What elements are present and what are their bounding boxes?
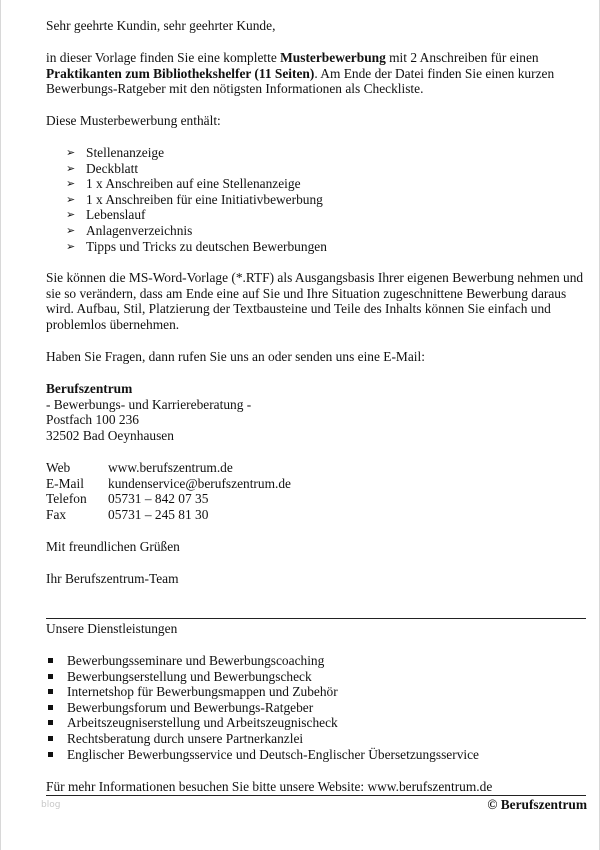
contact-value: 05731 – 842 07 35 [108,491,209,507]
company-tagline: - Bewerbungs- und Karriereberatung - [46,396,252,412]
arrow-bullet-icon: ➢ [66,208,76,222]
services-list-item: Arbeitszeugniserstellung und Arbeitszeugnischeck [46,715,591,731]
signature: Ihr Berufszentrum-Team [46,571,179,586]
footer-brand: © Berufszentrum [487,797,587,812]
services-list [46,653,591,762]
arrow-bullet-icon: ➢ [66,177,76,191]
contact-label: Telefon [46,491,87,507]
services-list-item: Englischer Bewerbungsservice und Deutsch-Englischer Übersetzungsservice [46,747,591,763]
square-bullet-icon [48,705,53,710]
usage-paragraph: Sie können die MS-Word-Vorlage (*.RTF) als Ausgangsbasis Ihrer eigenen Bewerbung nehmen und sie so verändern, dass am Ende eine auf Sie und Ihre Situation zugeschnittene Bewerbung daraus wird. Aufbau, Stil, Platzierung der Textbausteine und Teile des Inhalts können Sie einfach und problemlos übernehmen. [46,270,584,332]
intro-text-3: . Am Ende der Datei finden Sie einen kurzen Bewerbungs-Ratgeber mit den nötigsten Informationen als Checkliste. [46,65,555,97]
questions-line: Haben Sie Fragen, dann rufen Sie uns an oder senden uns eine E-Mail: [46,349,425,364]
services-list-item: Internetshop für Bewerbungsmappen und Zubehör [46,684,591,700]
contents-list-item: ➢ 1 x Anschreiben auf eine Stellenanzeige [66,176,301,192]
contents-heading: Diese Musterbewerbung enthält: [46,113,221,128]
contact-table [46,460,591,522]
company-name: Berufszentrum [46,381,133,396]
address-block [46,381,591,443]
divider-line [46,618,586,619]
square-bullet-icon [48,736,53,741]
contents-list [46,145,591,254]
intro-text-2: mit 2 Anschreiben für einen [385,50,539,65]
contents-list-item: ➢ Deckblatt [66,160,139,176]
contact-label: Web [46,460,71,475]
square-bullet-icon [48,658,53,663]
arrow-bullet-icon: ➢ [66,239,76,253]
city: 32502 Bad Oeynhausen [46,427,174,443]
arrow-bullet-icon: ➢ [66,161,76,175]
arrow-bullet-icon: ➢ [66,223,76,237]
contact-value: www.berufszentrum.de [108,460,233,475]
services-list-item: Rechtsberatung durch unsere Partnerkanzlei [46,731,591,747]
more-info: Für mehr Informationen besuchen Sie bitte unsere Website: www.berufszentrum.de [46,779,493,794]
square-bullet-icon [48,752,53,757]
contact-value: 05731 – 245 81 30 [108,506,209,522]
services-list-item: Bewerbungserstellung und Bewerbungscheck [46,669,591,685]
contact-value: kundenservice@berufszentrum.de [108,475,291,491]
intro-text-1: in dieser Vorlage finden Sie eine komplette [46,50,281,65]
watermark: blog [41,800,61,810]
services-heading: Unsere Dienstleistungen [46,621,178,636]
square-bullet-icon [48,674,53,679]
square-bullet-icon [48,689,53,694]
contents-list-item: ➢ Lebenslauf [66,207,146,223]
square-bullet-icon [48,720,53,725]
arrow-bullet-icon: ➢ [66,146,76,159]
salutation: Sehr geehrte Kundin, sehr geehrter Kunde, [46,18,276,33]
contents-list-item: ➢ Anlagenverzeichnis [66,222,193,238]
contents-list-item: ➢ Stellenanzeige [66,145,165,160]
footer-divider [46,795,586,796]
contents-list-item: ➢ 1 x Anschreiben für eine Initiativbewerbung [66,191,323,207]
intro-bold-1: Musterbewerbung [280,50,386,65]
intro-paragraph [46,50,591,97]
intro-bold-2: Praktikanten zum Bibliothekshelfer (11 Seiten) [46,65,315,81]
contact-label: E-Mail [46,475,84,491]
arrow-bullet-icon: ➢ [66,192,76,206]
services-list-item: Bewerbungsforum und Bewerbungs-Ratgeber [46,700,591,716]
postbox: Postfach 100 236 [46,412,139,428]
services-list-item: Bewerbungsseminare und Bewerbungscoaching [46,653,591,669]
contact-label: Fax [46,506,67,522]
contents-list-item: ➢ Tipps und Tricks zu deutschen Bewerbungen [66,238,327,254]
closing: Mit freundlichen Grüßen [46,539,180,554]
